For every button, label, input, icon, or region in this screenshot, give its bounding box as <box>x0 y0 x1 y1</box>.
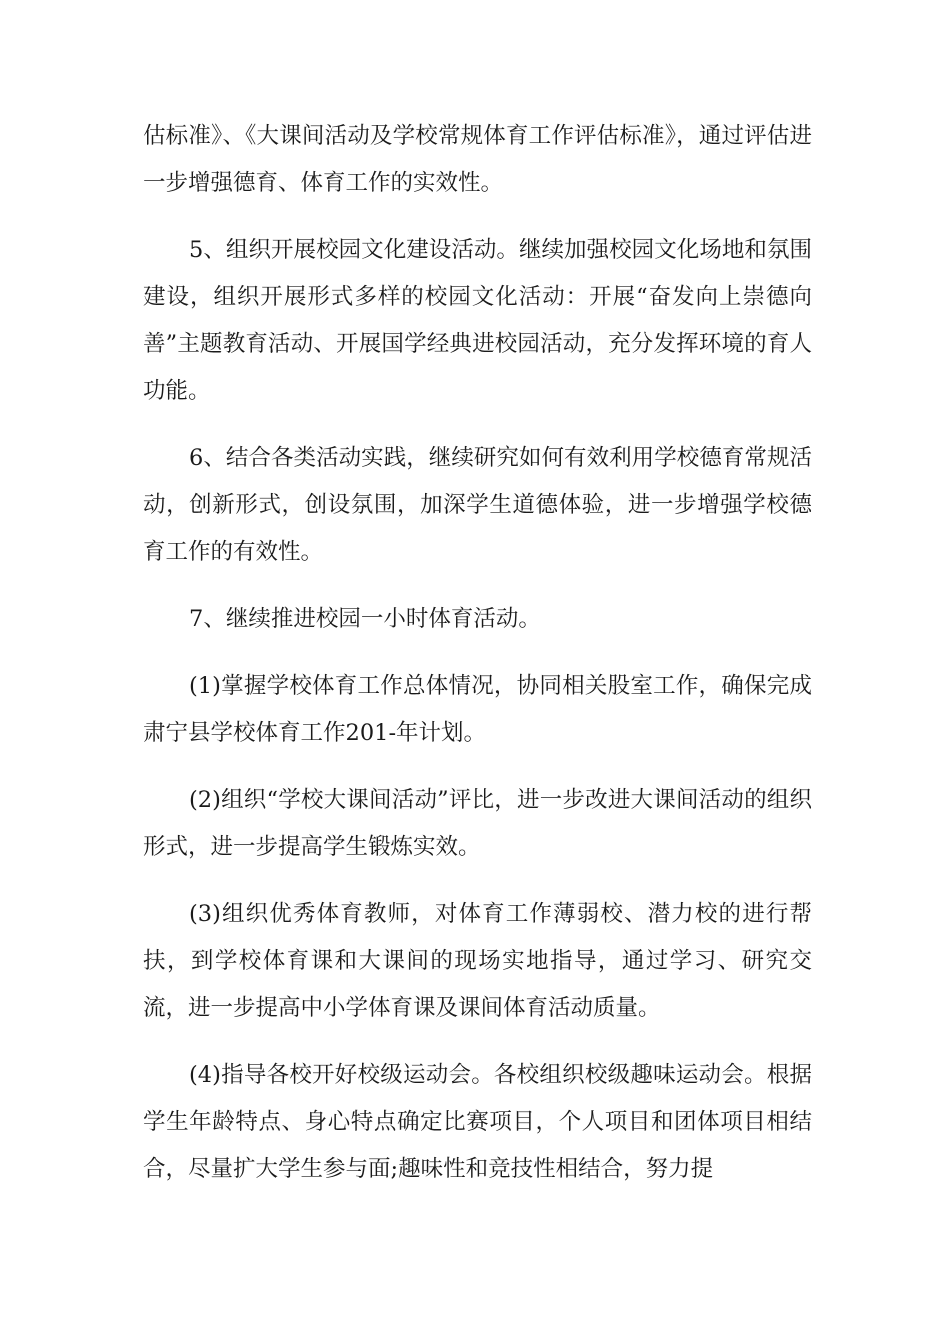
paragraph-7: (3)组织优秀体育教师，对体育工作薄弱校、潜力校的进行帮扶，到学校体育课和大课间的现场实地指导，通过学习、研究交流，进一步提高中小学体育课及课间体育活动质量。 <box>143 901 812 1021</box>
paragraph-8: (4)指导各校开好校级运动会。各校组织校级趣味运动会。根据学生年龄特点、身心特点确定比赛项目，个人项目和团体项目相结合，尽量扩大学生参与面;趣味性和竞技性相结合，努力提 <box>143 1062 812 1182</box>
paragraph-1: 估标准》、《大课间活动及学校常规体育工作评估标准》，通过评估进一步增强德育、体育工作的实效性。 <box>143 123 812 196</box>
paragraph-2: 5、组织开展校园文化建设活动。继续加强校园文化场地和氛围建设，组织开展形式多样的校园文化活动：开展“奋发向上崇德向善”主题教育活动、开展国学经典进校园活动，充分发挥环境的育人功能。 <box>143 237 812 404</box>
paragraph-5: (1)掌握学校体育工作总体情况，协同相关股室工作，确保完成肃宁县学校体育工作201-年计划。 <box>143 673 812 746</box>
paragraph-6: (2)组织“学校大课间活动”评比，进一步改进大课间活动的组织形式，进一步提高学生锻炼实效。 <box>143 787 812 860</box>
paragraph-3: 6、结合各类活动实践，继续研究如何有效利用学校德育常规活动，创新形式，创设氛围，加深学生道德体验，进一步增强学校德育工作的有效性。 <box>143 445 812 565</box>
paragraph-4: 7、继续推进校园一小时体育活动。 <box>189 606 541 632</box>
